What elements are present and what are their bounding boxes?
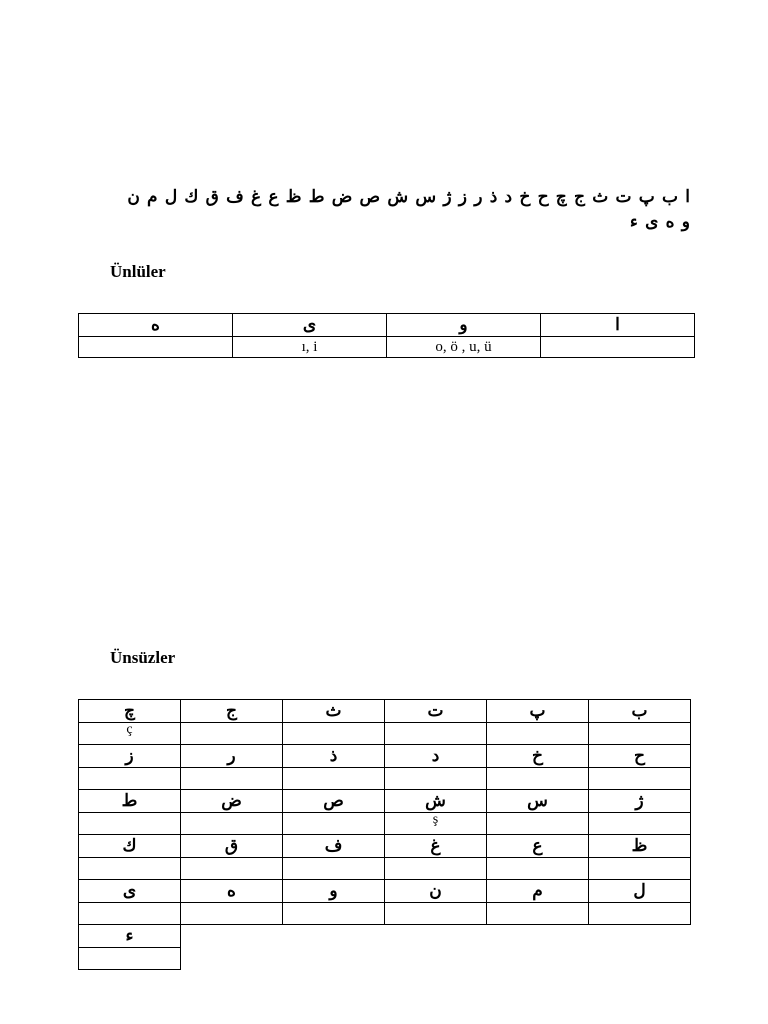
consonant-latin-cell [283,768,385,790]
consonant-letter-cell: ك [79,835,181,858]
consonant-letter-row [79,925,181,948]
consonant-letter-cell: ج [181,700,283,723]
consonant-latin-cell: ş [385,813,487,835]
consonant-latin-cell [181,723,283,745]
vowel-letter-row [79,314,695,337]
consonant-letter-cell: ص [283,790,385,813]
consonant-letter-cell: ذ [283,745,385,768]
vowels-table [78,313,695,358]
consonant-letter-cell: م [487,880,589,903]
consonant-latin-cell [181,903,283,925]
consonant-letter-cell: و [283,880,385,903]
vowel-letter-cell: ه [79,314,233,337]
consonant-latin-cell [79,903,181,925]
consonant-letter-cell: ث [283,700,385,723]
consonant-latin-cell [79,813,181,835]
consonant-letter-cell: ض [181,790,283,813]
consonant-latin-cell [181,858,283,880]
consonant-letter-cell: ر [181,745,283,768]
consonant-letter-cell: س [487,790,589,813]
consonant-latin-row [79,903,691,925]
consonant-letter-cell: ق [181,835,283,858]
vowel-letter-cell: ى [233,314,387,337]
consonant-letter-cell: ه [181,880,283,903]
consonant-letter-cell: ز [79,745,181,768]
consonant-letter-cell: ى [79,880,181,903]
consonant-latin-cell [385,768,487,790]
consonant-letter-cell: غ [385,835,487,858]
vowels-heading: Ünlüler [110,262,166,281]
consonant-latin-row [79,813,691,835]
consonant-letter-cell: ژ [589,790,691,813]
consonant-letter-cell: ش [385,790,487,813]
vowel-latin-cell [79,337,233,358]
consonant-latin-row [79,948,181,970]
consonants-heading: Ünsüzler [110,648,176,667]
consonant-latin-cell [589,768,691,790]
consonant-letter-cell: خ [487,745,589,768]
vowel-letter-cell: ا [541,314,695,337]
consonant-letter-row [79,790,691,813]
consonant-letter-cell: ء [79,925,181,948]
consonants-table [78,699,691,925]
consonant-letter-row [79,745,691,768]
consonant-latin-cell [487,903,589,925]
consonant-latin-cell [79,768,181,790]
consonant-letter-cell: ن [385,880,487,903]
consonant-latin-cell [487,813,589,835]
consonant-latin-cell [589,858,691,880]
alphabet-line-2: و ه ى ء [629,212,690,231]
consonant-letter-cell: ح [589,745,691,768]
consonant-letter-row [79,835,691,858]
vowel-latin-cell: o, ö , u, ü [387,337,541,358]
consonant-letter-row [79,880,691,903]
consonant-letter-cell: ظ [589,835,691,858]
consonant-letter-cell: چ [79,700,181,723]
vowel-latin-cell: ı, i [233,337,387,358]
consonant-letter-cell: ع [487,835,589,858]
consonant-letter-cell: د [385,745,487,768]
consonant-latin-cell [181,768,283,790]
consonant-latin-cell [385,858,487,880]
consonant-latin-cell [385,903,487,925]
consonant-latin-cell [487,858,589,880]
ottoman-alphabet [76,184,690,234]
consonant-latin-row [79,858,691,880]
consonant-latin-cell [589,723,691,745]
consonant-latin-cell [283,723,385,745]
consonant-latin-cell [487,768,589,790]
consonant-letter-cell: ل [589,880,691,903]
consonant-letter-cell: ف [283,835,385,858]
consonant-latin-cell [283,813,385,835]
vowel-latin-row [79,337,695,358]
consonant-latin-row [79,768,691,790]
consonant-latin-row [79,723,691,745]
consonant-latin-cell [79,858,181,880]
consonants-table-last [78,924,181,970]
consonant-latin-cell [283,903,385,925]
consonant-letter-cell: ب [589,700,691,723]
vowel-letter-cell: و [387,314,541,337]
consonant-letter-row [79,700,691,723]
consonant-latin-cell: ç [79,723,181,745]
alphabet-line-1: ا ب پ ت ث ج چ ح خ د ذ ر ز ژ س ش ص ض ط ظ ع غ ف ق ك ل م ن [127,187,690,206]
consonant-letter-cell: پ [487,700,589,723]
consonant-latin-cell [385,723,487,745]
consonant-latin-cell [283,858,385,880]
consonant-latin-cell [589,813,691,835]
consonant-letter-cell: ط [79,790,181,813]
consonant-latin-cell [487,723,589,745]
consonant-letter-cell: ت [385,700,487,723]
vowel-latin-cell [541,337,695,358]
consonant-latin-cell [181,813,283,835]
consonant-latin-cell [589,903,691,925]
consonant-latin-cell [79,948,181,970]
